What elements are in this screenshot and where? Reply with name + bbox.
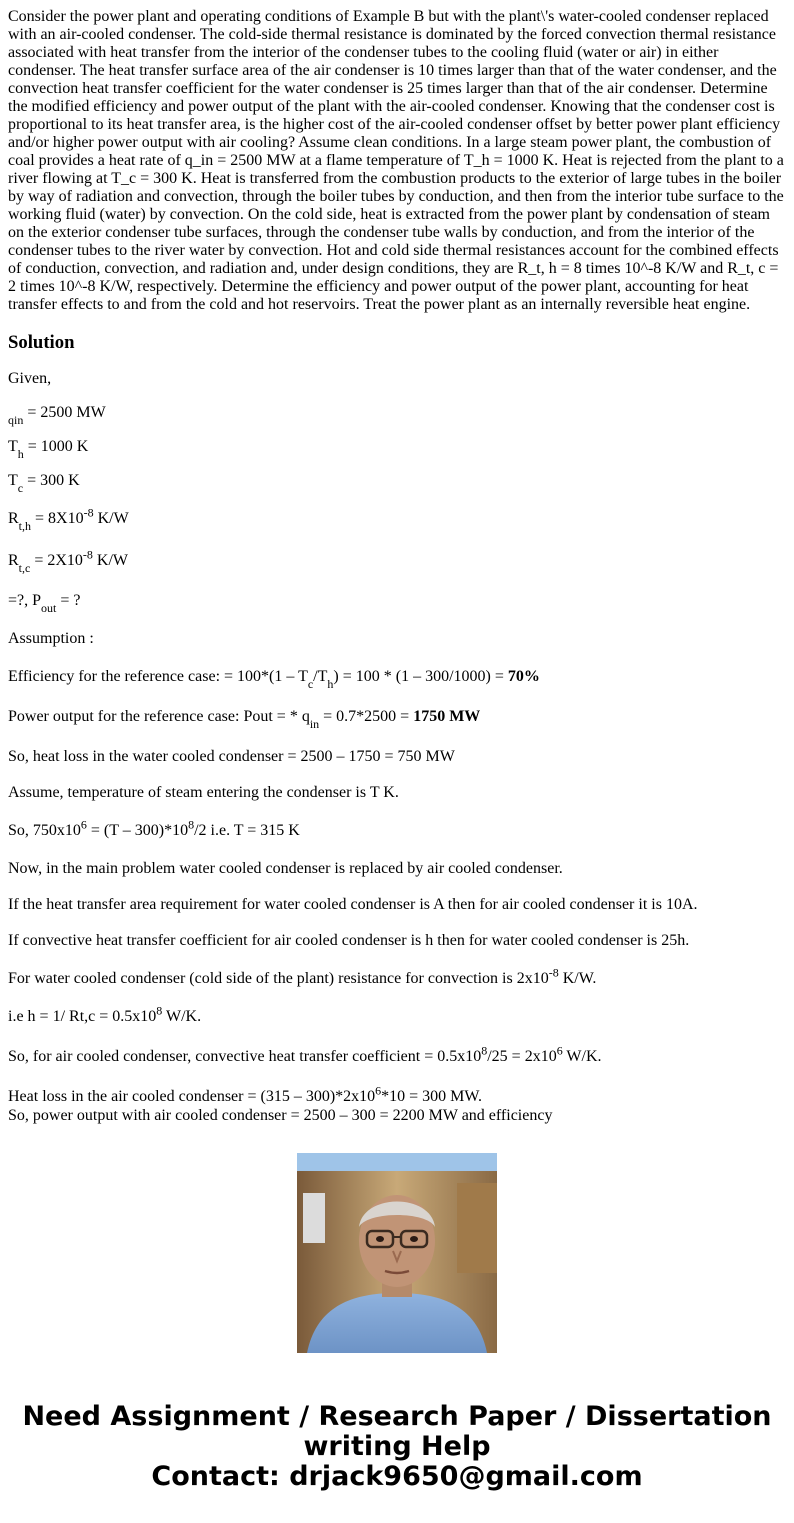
unknowns: =?, $P_{out}$ = ? <box>8 592 81 615</box>
author-portrait-image <box>297 1153 497 1353</box>
given-th: $T_h = 1000$ K <box>8 438 89 461</box>
coefficient-statement: If convective heat transfer coefficient for air cooled condenser is h then for water cooled condenser is 25h. <box>8 932 690 949</box>
air-coefficient: So, for air cooled condenser, convective heat transfer coefficient = $0.5x10^8/25 = 2x10^6$ W/K. <box>8 1043 602 1065</box>
given-label: Given, <box>8 370 52 387</box>
h-equation: i.e h = 1/ $Rt,c = 0.5x10^8$ W/K. <box>8 1003 202 1025</box>
condenser-replaced: Now, in the main problem water cooled condenser is replaced by air cooled condenser. <box>8 860 563 877</box>
promo-contact: Contact: drjack9650@gmail.com <box>151 1461 643 1492</box>
heat-loss-water: So, heat loss in the water cooled condenser = 2500 – 1750 = 750 MW <box>8 748 455 765</box>
resistance-statement: For water cooled condenser (cold side of the plant) resistance for convection is $2x10^{-8}$ K/W. <box>8 965 597 987</box>
given-tc: $T_c = 300$ K <box>8 472 80 495</box>
given-qin: $_{qin}$ = 2500 MW <box>8 404 106 427</box>
author-photo <box>297 1153 497 1353</box>
truncated-text-line: So, power output with air cooled condenser = 2500 – 300 = 2200 MW and efficiency <box>8 1107 553 1124</box>
efficiency-reference: Efficiency for the reference case: = $100*(1 - T_c/T_h) = 100 * (1 - 300/1000) = 70\%$ <box>8 668 540 691</box>
temperature-equation: So, $750x10^6 = (T - 300)*10^8/2$ i.e. T = 315 K <box>8 817 300 839</box>
power-output-reference: Power output for the reference case: Pout = * $q_{in} = 0.7*2500 = 1750$ MW <box>8 708 481 731</box>
heat-loss-air: Heat loss in the air cooled condenser = $(315 - 300)*2x10^6*10 = 300$ MW. <box>8 1083 483 1105</box>
problem-statement: Consider the power plant and operating conditions of Example B but with the plant\'s water-cooled condenser replaced with an air-cooled condenser. The cold-side thermal resistance is dominated by the forced convection thermal resistance associated with heat transfer from the interior of the condenser tubes to the cooling fluid (water or air) in either condenser. The heat transfer surface area of the air condenser is 10 times larger than that of the water condenser, and the convection heat transfer coefficient for the water condenser is 25 times larger than that of the air condenser. Determine the modified efficiency and power output of the plant with the air-cooled condenser. Knowing that the condenser cost is proportional to its heat transfer area, is the higher cost of the air-cooled condenser offset by better power plant efficiency and/or higher power output with air cooling? Assume clean conditions. In a large steam power plant, the combustion of coal provides a heat rate of q_in = 2500 MW at a flame temperature of T_h = 1000 K. Heat is rejected from the plant to a river flowing at T_c = 300 K. Heat is transferred from the combustion products to the exterior of large tubes in the boiler by way of radiation and convection, through the boiler tubes by conduction, and then from the interior tube surface to the working fluid (water) by convection. On the cold side, heat is extracted from the power plant by condensation of steam on the exterior condenser tube surfaces, through the condenser tube walls by conduction, and from the interior of the condenser tubes to the river water by convection. Hot and cold side thermal resistances account for the combined effects of conduction, convection, and radiation and, under design conditions, they are R_t, h = 8 times 10^-8 K/W and R_t, c = 2 times 10^-8 K/W, respectively. Determine the efficiency and power output of the power plant, accounting for heat transfer effects to and from the cold and hot reservoirs. Treat the power plant as an internally reversible heat engine. <box>8 8 784 313</box>
assume-temperature: Assume, temperature of steam entering the condenser is T K. <box>8 784 399 801</box>
given-rth: $R_{t,h} = 8X10^{-8}$ K/W <box>8 505 129 533</box>
area-statement: If the heat transfer area requirement for water cooled condenser is A then for air cooled condenser it is 10A. <box>8 896 698 913</box>
solution-heading: Solution <box>8 332 75 353</box>
promo-line-1: Need Assignment / Research Paper / Dissertation <box>22 1401 772 1432</box>
promo-line-2: writing Help <box>303 1431 491 1462</box>
assumption-label: Assumption : <box>8 630 94 647</box>
given-rtc: $R_{t,c} = 2X10^{-8}$ K/W <box>8 547 129 575</box>
promo-banner <box>0 1402 794 1492</box>
